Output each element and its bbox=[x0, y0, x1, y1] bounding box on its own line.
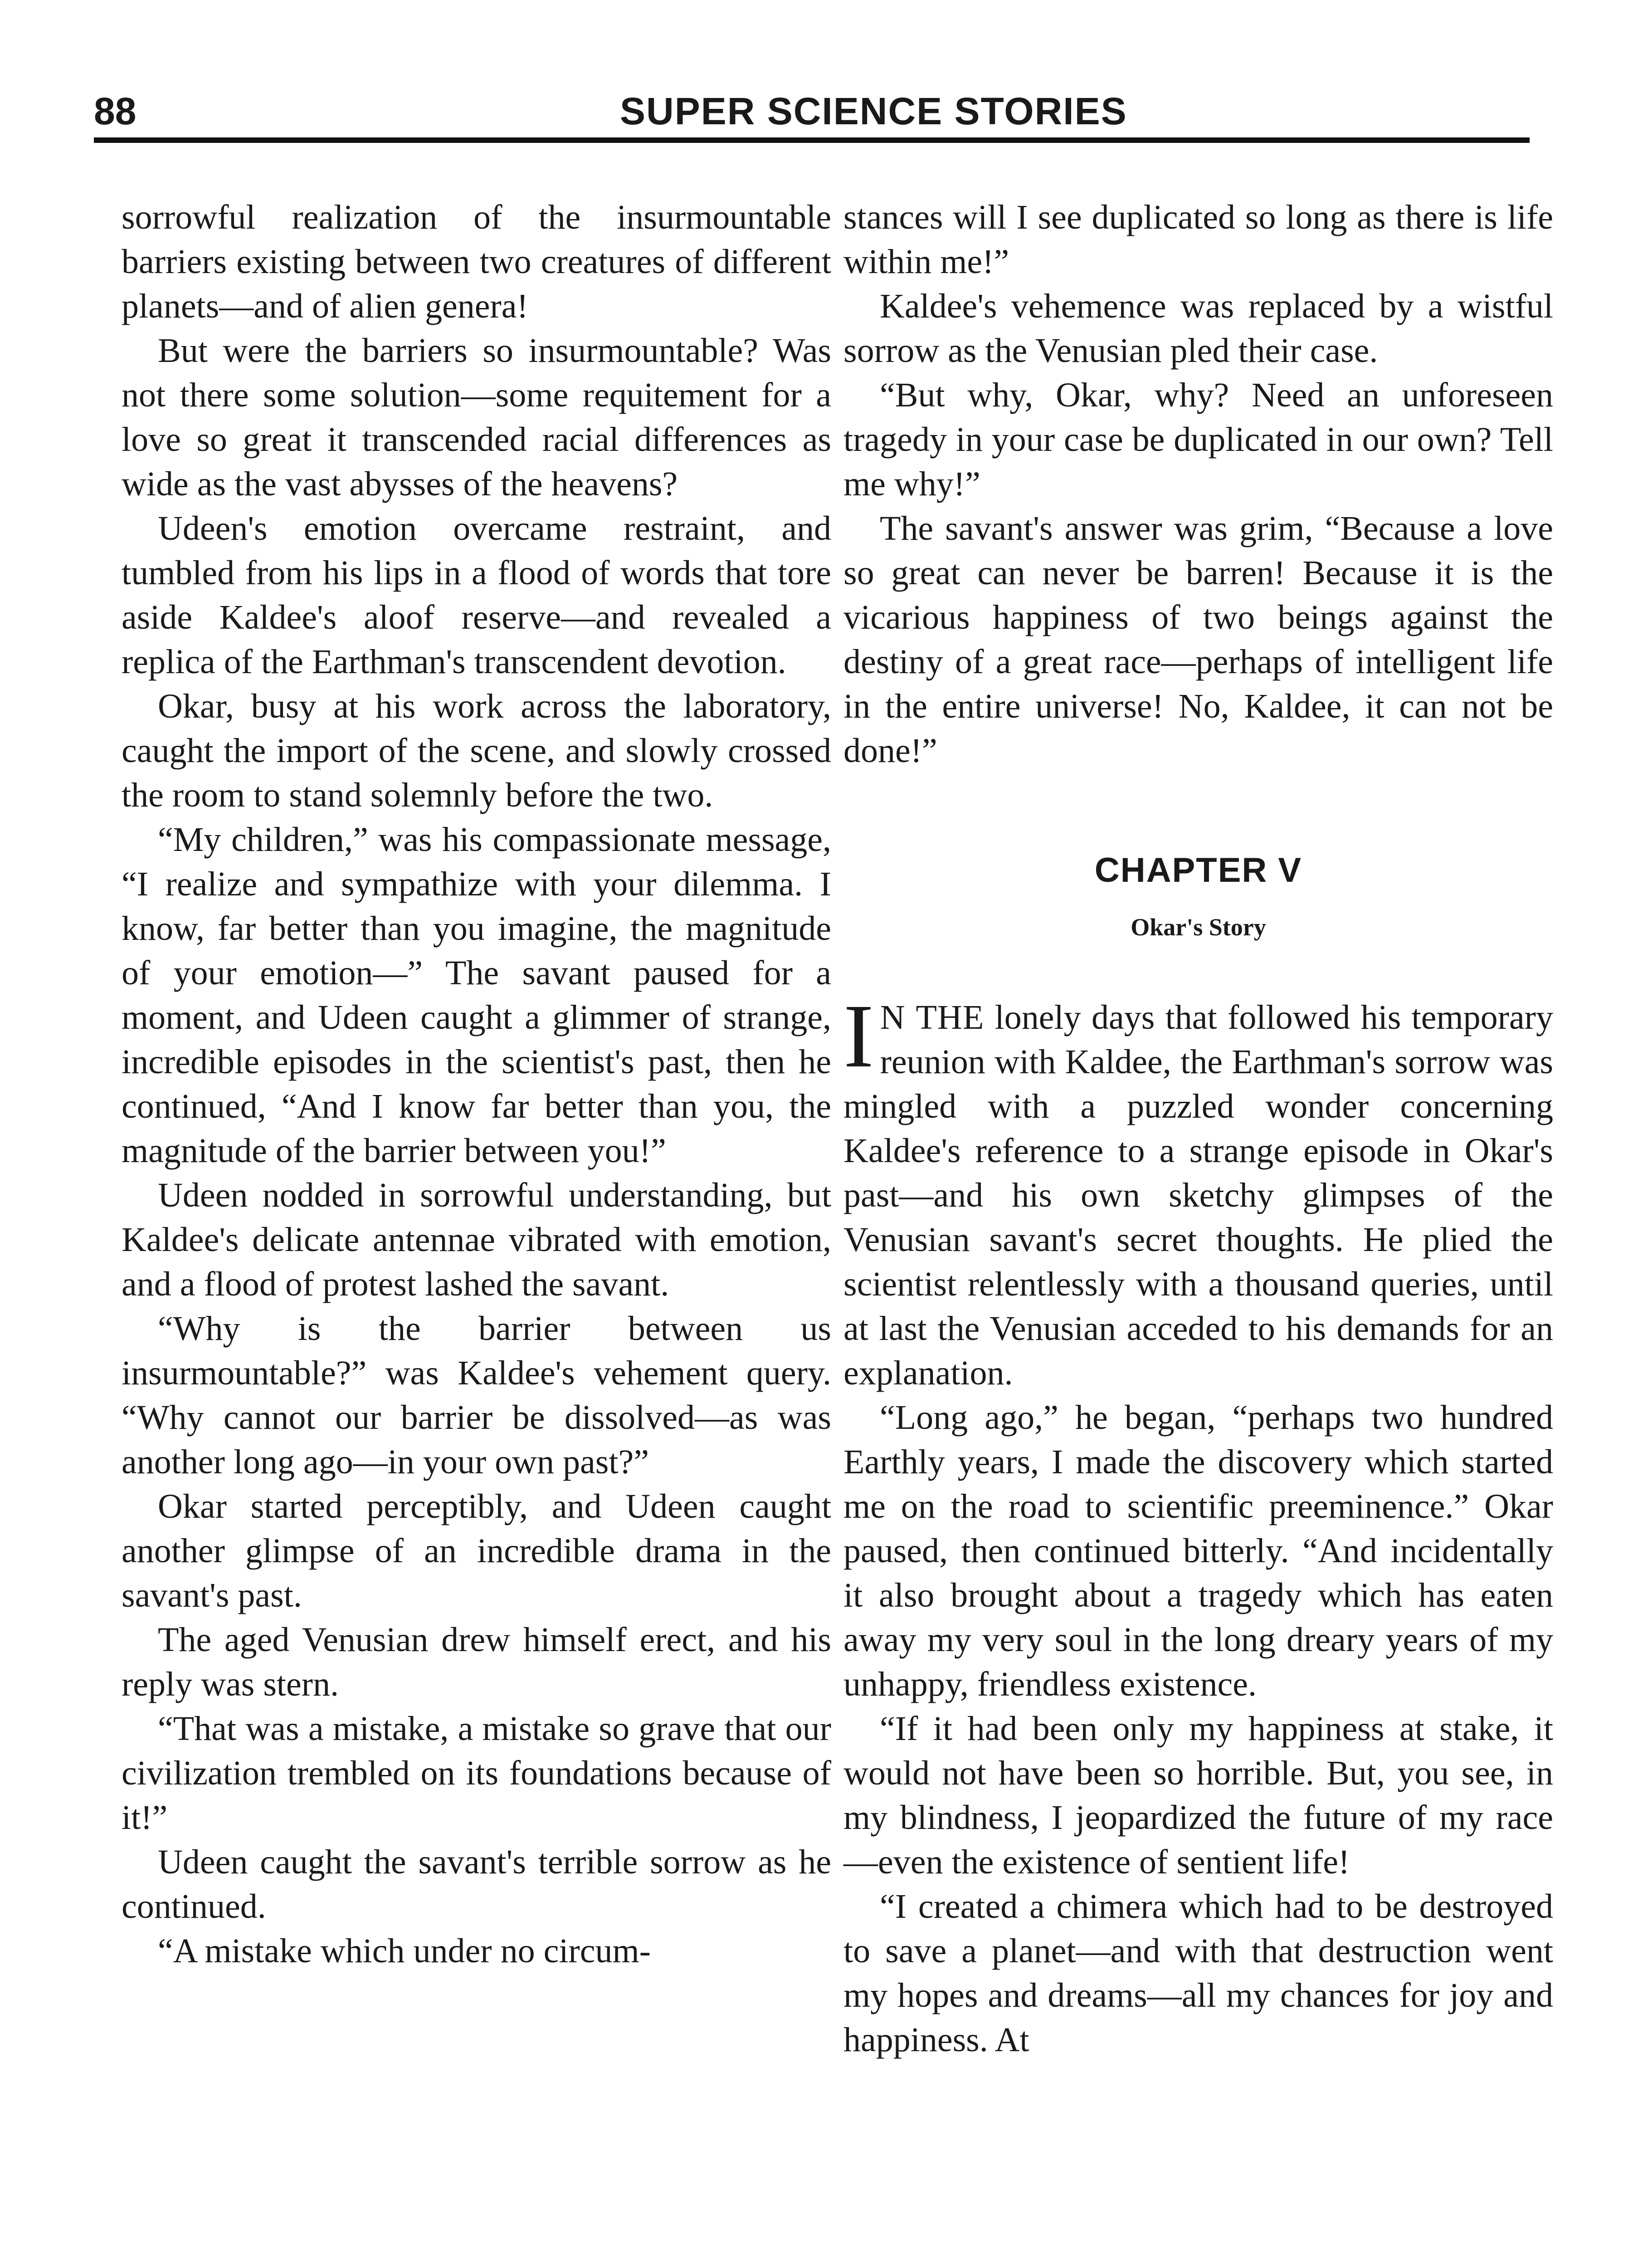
left-column bbox=[122, 195, 831, 1973]
right-column bbox=[843, 195, 1553, 2062]
header-rule bbox=[94, 137, 1530, 143]
paragraph: Kaldee's vehemence was replaced by a wistful sorrow as the Venusian pled their case. bbox=[843, 287, 1553, 370]
paragraph: “Why is the barrier between us insurmountable?” was Kaldee's vehement query. “Why cannot our barrier be dissolved—as was another long ago—in your own past?” bbox=[122, 1310, 831, 1481]
paragraph: “Long ago,” he began, “perhaps two hundred Earthly years, I made the discovery which started me on the road to scientific preeminence.” Okar paused, then continued bitterly. “And incidentally it also brought about a tragedy which has eaten away my very soul in the long dreary years of my unhappy, friendless existence. bbox=[843, 1398, 1553, 1703]
paragraph: “My children,” was his compassionate message, “I realize and sympathize with your dilemma. I know, far better than you imagine, the magnitude of your emotion—” The savant paused for a moment, and Udeen caught a glimmer of strange, incredible episodes in the scientist's past, then he continued, “And I know far better than you, the magnitude of the barrier between you!” bbox=[122, 821, 831, 1170]
paragraph: stances will I see duplicated so long as there is life within me!” bbox=[843, 198, 1553, 281]
chapter-opening-paragraph bbox=[843, 986, 1553, 1395]
drop-cap: I bbox=[843, 986, 874, 1086]
paragraph: “If it had been only my happiness at stake, it would not have been so horrible. But, you see, in my blindness, I jeopardized the future of my race—even the existence of sentient life! bbox=[843, 1710, 1553, 1881]
paragraph: Udeen nodded in sorrowful understanding, but Kaldee's delicate antennae vibrated with emotion, and a flood of protest lashed the savant. bbox=[122, 1176, 831, 1303]
chapter-subtitle: Okar's Story bbox=[1131, 914, 1266, 941]
opening-caps: N THE bbox=[880, 998, 985, 1036]
chapter-heading: CHAPTER V bbox=[1094, 851, 1302, 890]
page-number: 88 bbox=[94, 90, 136, 132]
paragraph: But were the barriers so insurmountable? Was not there some solution—some requitement for a love so great it transcended racial differences as wide as the vast abysses of the heavens? bbox=[122, 332, 831, 503]
paragraph: “But why, Okar, why? Need an unforeseen tragedy in your case be duplicated in our own? Tell me why!” bbox=[843, 376, 1553, 503]
paragraph: Udeen's emotion overcame restraint, and tumbled from his lips in a flood of words that tore aside Kaldee's aloof reserve—and revealed a replica of the Earthman's transcendent devotion. bbox=[122, 509, 831, 681]
paragraph: Udeen caught the savant's terrible sorrow as he continued. bbox=[122, 1843, 831, 1926]
paragraph: Okar started perceptibly, and Udeen caught another glimpse of an incredible drama in the savant's past. bbox=[122, 1487, 831, 1614]
running-title: SUPER SCIENCE STORIES bbox=[620, 90, 1127, 132]
page-header bbox=[94, 86, 1530, 141]
paragraph: The aged Venusian drew himself erect, and his reply was stern. bbox=[122, 1621, 831, 1703]
paragraph: “I created a chimera which had to be destroyed to save a planet—and with that destruction went my hopes and dreams—all my chances for joy and happiness. At bbox=[843, 1887, 1553, 2059]
paragraph: Okar, busy at his work across the laboratory, caught the import of the scene, and slowly crossed the room to stand solemnly before the two. bbox=[122, 687, 831, 814]
paragraph: The savant's answer was grim, “Because a love so great can never be barren! Because it is the vicarious happiness of two beings against the destiny of a great race—perhaps of intelligent life in the entire universe! No, Kaldee, it can not be done!” bbox=[843, 509, 1553, 770]
opening-text: lonely days that followed his temporary reunion with Kaldee, the Earthman's sorrow was mingled with a puzzled wonder concerning Kaldee's reference to a strange episode in Okar's past—and his own sketchy glimpses of the Venusian savant's secret thoughts. He plied the scientist relentlessly with a thousand queries, until at last the Venusian acceded to his demands for an explanation. bbox=[843, 998, 1553, 1392]
paragraph: sorrowful realization of the insurmountable barriers existing between two creatures of different planets—and of alien genera! bbox=[122, 198, 831, 325]
paragraph: “That was a mistake, a mistake so grave that our civilization trembled on its foundations because of it!” bbox=[122, 1710, 831, 1837]
paragraph: “A mistake which under no circum- bbox=[158, 1932, 651, 1970]
